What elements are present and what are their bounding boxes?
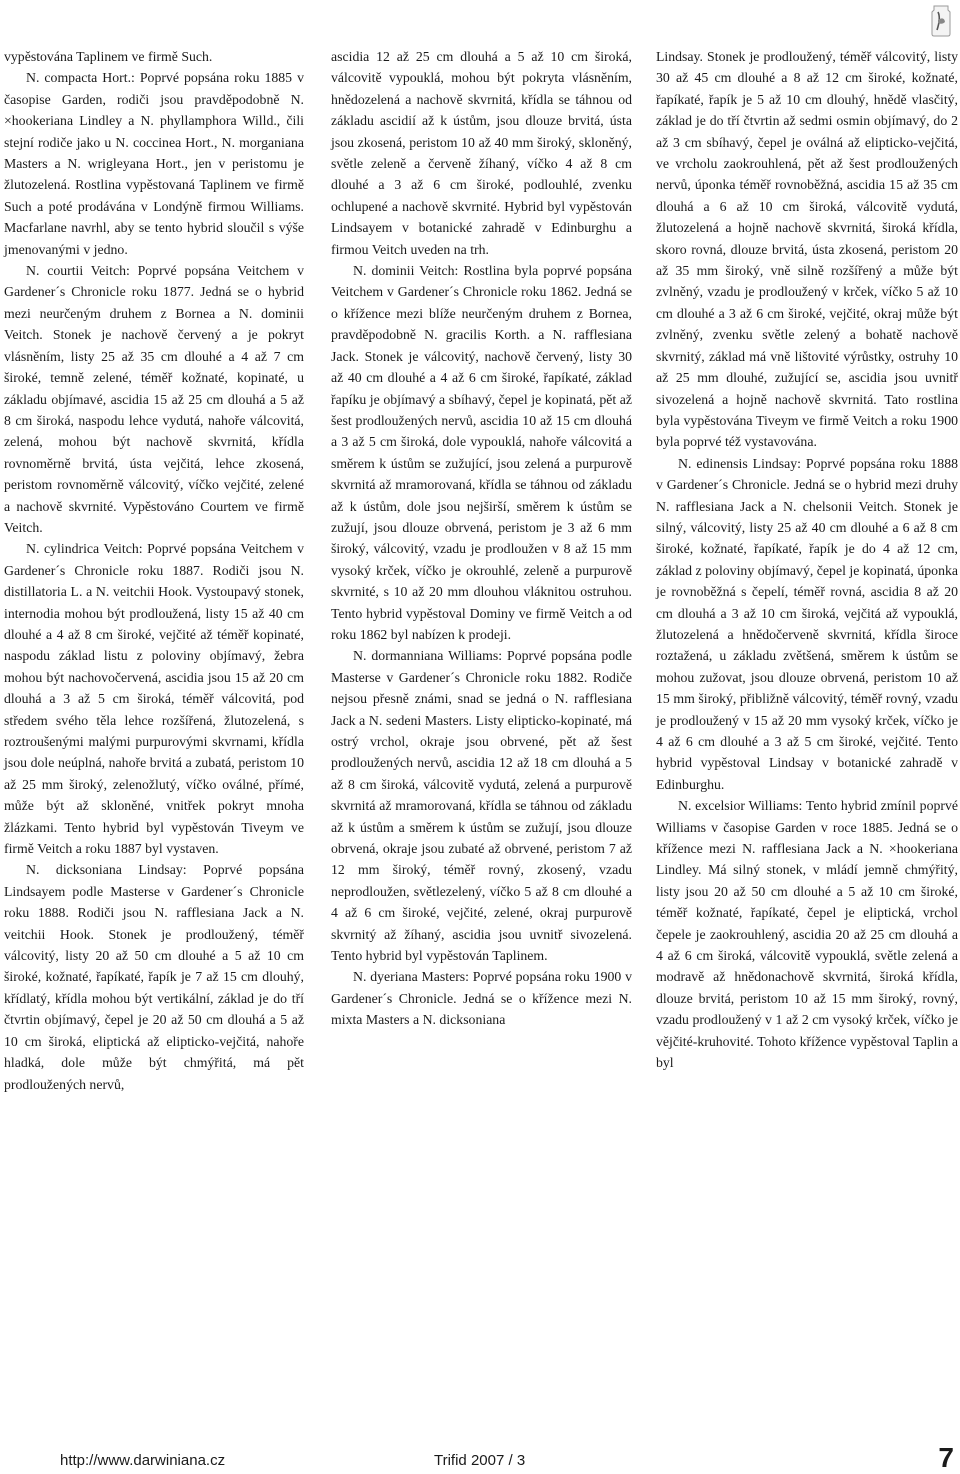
paragraph: N. dyeriana Masters: Poprvé popsána roku 1900 v Gardener´s Chronicle. Jedná se o křížence mezi N. mixta Masters a N. dicksoniana <box>331 969 632 1028</box>
darwiniana-logo-icon <box>928 4 954 38</box>
paragraph: N. excelsior Williams: Tento hybrid zmínil poprvé Williams v časopise Garden v roce 1885. Jedná se o křížence mezi N. rafflesiana Jack a N. ×hookeriana Lindley. Má silný stonek, v mládí jemně chmýřitý, listy jsou 20 až 50 cm dlouhé a 5 až 10 cm široké, téměř kožnaté, řapíkaté, čepel je eliptická, vrchol čepele je zaokrouhlený, ascidia 20 až 25 cm dlouhá a 4 až 6 cm široká, válcovitě vypouklá, světle zelená a modravě až hnědonachově skvrnitá, široká křídla, dlouze brvitá, peristom 10 až 15 mm široký, rovný, vzadu prodloužený v 1 až 2 cm vysoký krček, víčko je vějčité-kruhovité. Tohoto křížence vypěstoval Taplin a byl <box>656 798 958 1071</box>
paragraph: N. dominii Veitch: Rostlina byla poprvé popsána Veitchem v Gardener´s Chronicle roku 1862. Jedná se o křížence mezi blíže neurčeným druhem z Bornea, pravděpodobně N. gracilis Korth. a N. rafflesiana Jack. Stonek je válcovitý, nachově červený, listy 30 až 40 cm dlouhé a 4 až 6 cm široké, řapíkaté, základ řapíku je objímavý a sbíhavý, čepel je kopinatá, pět až šest prodloužených nervů, ascidia 10 až 15 cm dlouhá a 3 až 5 cm široká, dole vypouklá, nahoře válcovitá a směrem k ústům se zužující, jsou zelená a purpurově skvrnitá až mramorovaná, křídla se táhnou od základu až k ústům, dole jsou nejširší, směrem k ústům se zužují, jsou dlouze obrvená, peristom je 3 až 6 mm široký, válcovitý, vzadu je prodloužen v 8 až 15 mm vysoký krček, víčko je okrouhlé, zeleně a purpurově skvrnité, s 10 až 20 mm dlouhou vláknitou ostruhou. Tento hybrid vypěstoval Dominy ve firmě Veitch a od roku 1862 byl nabízen k prodeji. <box>331 263 632 642</box>
paragraph: N. dicksoniana Lindsay: Poprvé popsána Lindsayem podle Masterse v Gardener´s Chronicle roku 1888. Rodiči jsou N. rafflesiana Jack a N. veitchii Hook. Stonek je prodloužený, téměř válcovitý, listy 20 až 50 cm dlouhé a 5 až 10 cm široké, kožnaté, řapíkaté, řapík je 7 až 15 cm dlouhý, křídlatý, křídla mohou být vertikální, základ je do tří čtvrtin objímavý, čepel je 20 až 50 cm dlouhá a 5 až 10 cm široká, eliptická až elipticko-vejčitá, nahoře hladká, dole může být chmýřitá, má pět prodloužených nervů, <box>4 862 304 1092</box>
text-column-2 <box>331 46 632 1031</box>
text-column-1 <box>4 46 304 1095</box>
issue-label: Trifid 2007 / 3 <box>434 1452 526 1469</box>
paragraph: Lindsay. Stonek je prodloužený, téměř válcovitý, listy 30 až 45 cm dlouhé a 8 až 12 cm široké, kožnaté, řapíkaté, řapík je 5 až 10 cm dlouhý, hnědě vlasčitý, základ je do tří čtvrtin až sedmi osmin objímavý, do 2 až 3 cm sbíhavý, čepel je oválná až elipticko-vejčitá, ve vrcholu zaokrouhlená, pět až šest prodloužených nervů, úponka téměř rovnoběžná, ascidia 15 až 35 cm dlouhá a 6 až 10 cm široká, válcovitě vydutá, žlutozelená a hojně nachově skvrnitá, široká křídla, skoro rovná, dlouze brvitá, ústa zkosená, peristom 20 až 35 mm široký, vně silně rozšířený a může být zvlněný, vzadu je prodloužený v krček, víčko 5 až 10 cm dlouhé a 3 až 6 cm široké, vejčité, okraj může být zvlněný, zvenku světle zelený a bohatě nachově skvrnitý, základ má vně lištovité výrůstky, ostruhy 10 až 25 mm dlouhé, zužující se, ascidia jsou uvnitř sivozelená a hojně nachově skvrnitá. Tato rostlina byla vypěstována Tiveym ve firmě Veitch a roku 1900 byla poprvé též vystavována. <box>656 49 958 450</box>
paragraph: N. dormanniana Williams: Poprvé popsána podle Masterse v Gardener´s Chronicle roku 1882. Rodiče nejsou přesně známi, snad se jedná o N. rafflesiana Jack a N. sedeni Masters. Listy elipticko-kopinaté, má ostrý vrchol, okraje jsou obrvené, pět až šest prodloužených nervů, ascidia 12 až 18 cm dlouhá a 5 až 8 cm široká, válcovitě vydutá, zelená a purpurově skvrnitá až mramorovaná, křídla se táhnou od základu až k ústům a směrem k ústům se zužují, jsou dlouze obrvená, okraje jsou zubaté až obrvené, peristom 7 až 12 mm široký, téměř rovný, zkosený, vzadu neprodloužen, světlezelený, víčko 5 až 8 cm dlouhé a 4 až 6 cm široké, vejčité, zelené, okraj purpurově skvrnitý až žíhaný, ascidia jsou uvnitř sivozelená. Tento hybrid byl vypěstován Taplinem. <box>331 648 632 964</box>
paragraph: N. compacta Hort.: Poprvé popsána roku 1885 v časopise Garden, rodiči jsou pravděpodobně N. ×hookeriana Lindley a N. phyllamphora Willd., čili stejní rodiče jako u N. coccinea Hort., N. morganiana Masters a N. wrigleyana Hort., jen v peristomu je žlutozelená. Rostlina vypěstovaná Taplinem ve firmě Such a poté prodávána v Londýně firmou Williams. Macfarlane navrhl, aby se tento hybrid sloučil s výše jmenovanými v jedno. <box>4 70 304 257</box>
paragraph: N. courtii Veitch: Poprvé popsána Veitchem v Gardener´s Chronicle roku 1877. Jedná se o hybrid mezi neurčeným druhem z Bornea a N. dominii Veitch. Stonek je nachově červený a je pokryt vlásněním, listy 25 až 35 cm dlouhé a 4 až 7 cm široké, temně zelené, téměř kožnaté, kopinaté, u základu objímavé, ascidia 15 až 25 cm dlouhá a 5 až 8 cm široká, naspodu lehce vydutá, nahoře válcovitá, zelená, mohou být nachově skvrnitá, křídla rovnoměrně brvitá, ústa vejčitá, lehce zkosená, peristom rovnoměrně válcovitý, víčko vejčité, zelené a nachově skvrnité. Vypěstováno Courtem ve firmě Veitch. <box>4 263 304 535</box>
text-column-3 <box>656 46 958 1074</box>
website-link[interactable]: http://www.darwiniana.cz <box>60 1452 226 1469</box>
page-footer <box>0 1444 960 1472</box>
paragraph: N. cylindrica Veitch: Poprvé popsána Veitchem v Gardener´s Chronicle roku 1887. Rodiči jsou N. distillatoria L. a N. veitchii Hook. Vystoupavý stonek, internodia mohou být prodloužená, listy 15 až 40 cm dlouhé a 4 až 8 cm široké, vejčité až téměř kopinaté, naspodu základ listu z poloviny objímavý, žebra mohou být nachovočervená, ascidia jsou 15 až 20 cm dlouhá a 3 až 5 cm široká, téměř válcovitá, pod středem svého těla lehce rozšířená, žlutozelená, s roztroušenými malými purpurovými skvrnami, křídla jsou dole neúplná, nahoře brvitá a zubatá, peristom 10 až 25 mm široký, zelenožlutý, víčko oválné, přímé, může být až skloněné, vnitřek pokryt mnoha žlázkami. Tento hybrid byl vypěstován Tiveym ve firmě Veitch a roku 1887 byl vystaven. <box>4 541 304 857</box>
paragraph: vypěstována Taplinem ve firmě Such. <box>4 49 213 64</box>
page-number: 7 <box>938 1442 954 1473</box>
paragraph: ascidia 12 až 25 cm dlouhá a 5 až 10 cm široká, válcovitě vypouklá, mohou být pokryta vlásněním, hnědozelená a nachově skvrnitá, křídla se táhnou od základu ascidií až k ústům, jsou dlouze brvitá, ústa jsou zkosená, peristom 10 až 40 mm široký, skloněný, světle zeleně a červeně žíhaný, víčko 4 až 8 cm dlouhé a 3 až 6 cm široké, podlouhlé, zvenku ochlupené a nachově skvrnité. Hybrid byl vypěstován Lindsayem v botanické zahradě v Edinburghu a firmou Veitch uveden na trh. <box>331 49 632 257</box>
paragraph: N. edinensis Lindsay: Poprvé popsána roku 1888 v Gardener´s Chronicle. Jedná se o hybrid mezi druhy N. rafflesiana Jack a N. chelsonii Veitch. Stonek je silný, válcovitý, listy 25 až 40 cm dlouhé a 6 až 8 cm široké, kožnaté, řapíkaté, řapík je do 4 až 12 cm, základ z poloviny objímavý, čepel je kopinatá, úponka je rovnoběžná s čepelí, téměř rovná, ascidia 8 až 20 cm dlouhá a 3 až 10 cm široká, vejčitá až vypouklá, žlutozelená a hnědočerveně skvrnitá, křídla široce roztažená, u základu zvětšená, směrem k ústům se mohou zužovat, jsou dlouze obrvená, peristom 10 až 15 mm široký, přibližně válcovitý, téměř rovný, vzadu je prodloužený v 15 až 20 mm vysoký krček, víčko je 4 až 6 cm dlouhé a 3 až 5 cm široké, vejčité. Tento hybrid vypěstoval Lindsay v botanické zahradě v Edinburghu. <box>656 455 958 792</box>
